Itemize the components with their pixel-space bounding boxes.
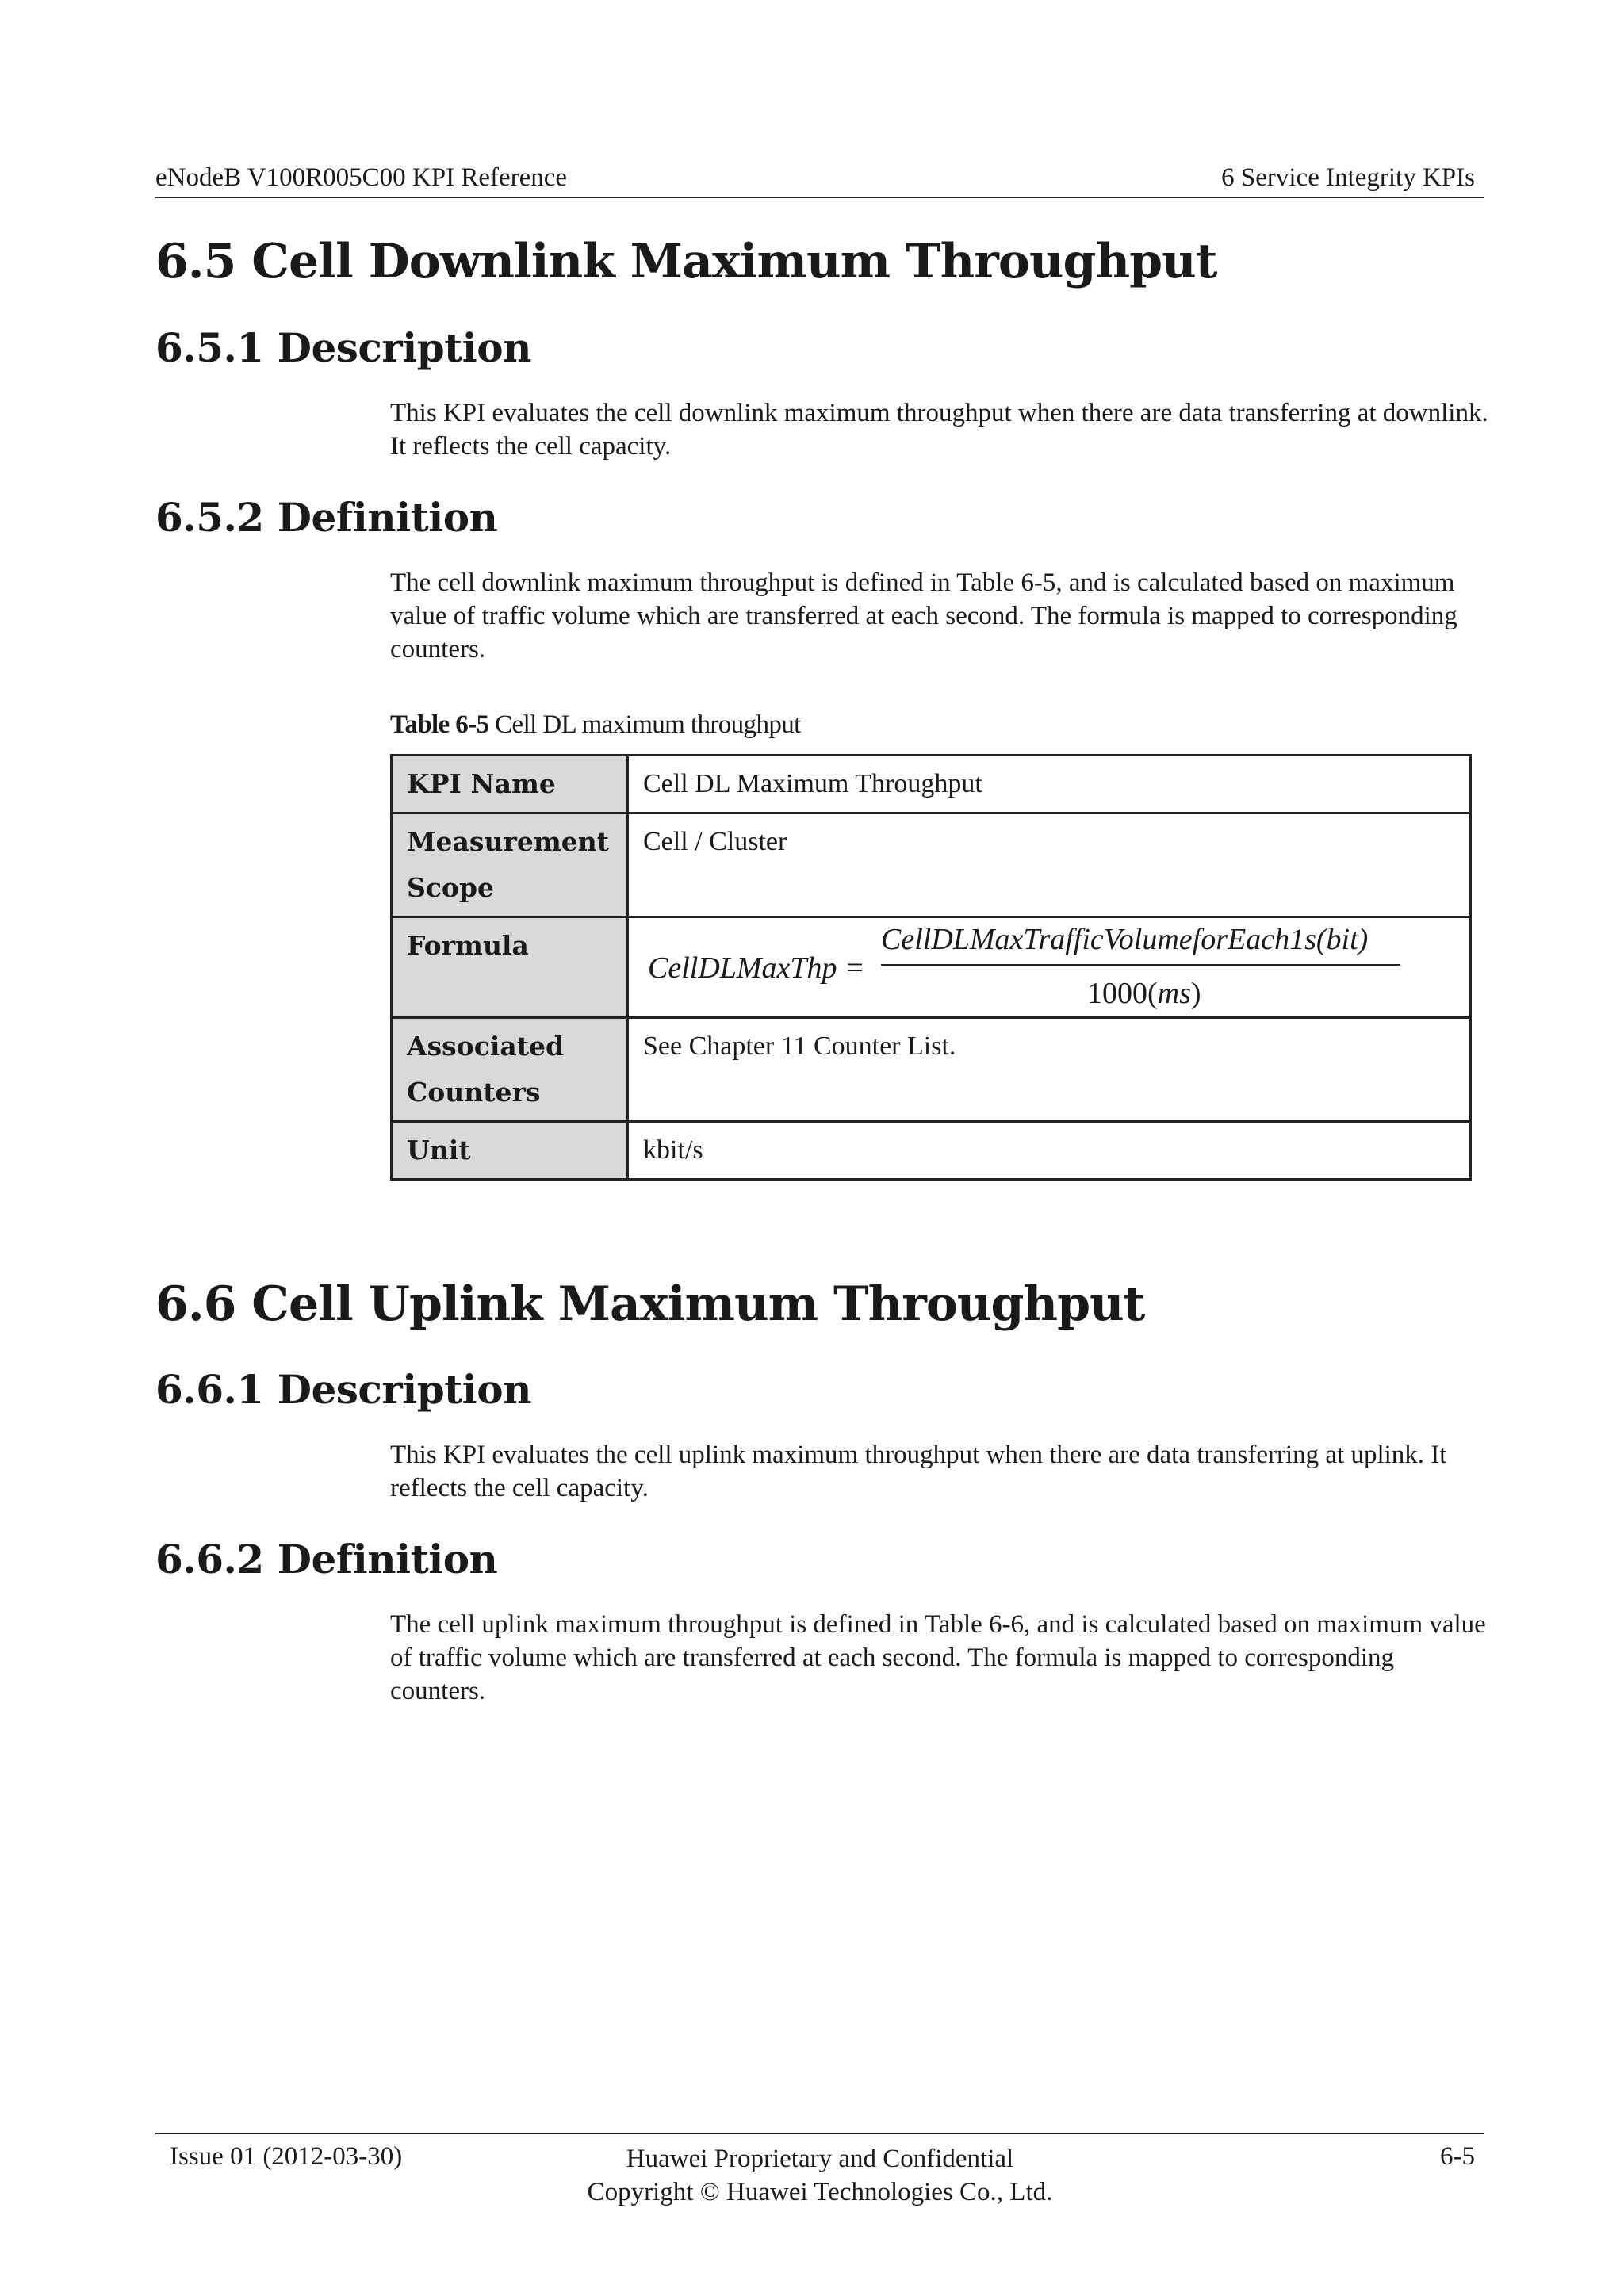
section-6-5-1-heading: 6.5.1 Description xyxy=(155,324,531,371)
formula-label: Formula xyxy=(392,917,628,1018)
table-row-kpi-name xyxy=(392,756,1471,813)
formula-numerator: CellDLMaxTrafficVolumeforEach1s(bit) xyxy=(881,923,1369,956)
measurement-scope-label-line2: Scope xyxy=(407,872,495,903)
table-caption-text: Cell DL maximum throughput xyxy=(488,710,801,739)
kpi-name-label: KPI Name xyxy=(392,756,628,813)
formula xyxy=(643,918,1455,1016)
formula-denominator-unit: ms xyxy=(1157,977,1191,1010)
section-6-6-2-heading: 6.6.2 Definition xyxy=(155,1536,498,1582)
table-6-5-caption xyxy=(390,710,801,740)
section-6-5-2-text: The cell downlink maximum throughput is defined in Table 6-5, and is calculated based on maximum value of traffic volume which are transferred at each second. The formula is mapped to corresponding counters. xyxy=(390,568,1457,664)
section-6-6-title: 6.6 Cell Uplink Maximum Throughput xyxy=(155,1276,1145,1332)
table-row-formula xyxy=(392,917,1471,1018)
table-caption-label: Table 6-5 xyxy=(390,710,489,739)
formula-cell xyxy=(628,917,1471,1018)
section-6-6-1-text: This KPI evaluates the cell uplink maximum throughput when there are data transferring at uplink. It reflects the cell capacity. xyxy=(390,1441,1447,1502)
kpi-table xyxy=(390,754,1472,1181)
formula-denominator-number: 1000( xyxy=(1087,977,1158,1010)
measurement-scope-label xyxy=(392,813,628,917)
section-6-6-2-text: The cell uplink maximum throughput is defined in Table 6-6, and is calculated based on maximum value of traffic volume which are transferred at each second. The formula is mapped to corresponding counters. xyxy=(390,1610,1486,1705)
header-document-title: eNodeB V100R005C00 KPI Reference xyxy=(155,163,568,192)
footer-confidential: Huawei Proprietary and Confidential xyxy=(626,2145,1014,2173)
kpi-name-value: Cell DL Maximum Throughput xyxy=(628,756,1471,813)
formula-denominator-close: ) xyxy=(1190,977,1201,1010)
formula-lhs: CellDLMaxThp = xyxy=(648,951,865,985)
associated-counters-value: See Chapter 11 Counter List. xyxy=(628,1018,1471,1122)
associated-counters-label xyxy=(392,1018,628,1122)
table-row-associated-counters xyxy=(392,1018,1471,1122)
footer-notice xyxy=(155,2142,1484,2209)
section-6-6-1-heading: 6.6.1 Description xyxy=(155,1366,531,1413)
section-6-5-2-heading: 6.5.2 Definition xyxy=(155,494,498,541)
measurement-scope-value: Cell / Cluster xyxy=(628,813,1471,917)
section-6-5-1-text: This KPI evaluates the cell downlink maximum throughput when there are data transferring at downlink. It reflects the cell capacity. xyxy=(390,399,1488,461)
footer-page-number: 6-5 xyxy=(1440,2142,1475,2171)
fraction-bar xyxy=(881,964,1400,966)
header-chapter-title: 6 Service Integrity KPIs xyxy=(1221,163,1475,192)
page-header xyxy=(155,163,1484,198)
footer-copyright: Copyright © Huawei Technologies Co., Ltd. xyxy=(587,2178,1053,2206)
formula-denominator xyxy=(1087,970,1201,1016)
associated-counters-label-line2: Counters xyxy=(407,1077,541,1108)
table-row-measurement-scope xyxy=(392,813,1471,917)
section-6-5-title: 6.5 Cell Downlink Maximum Throughput xyxy=(155,234,1217,289)
table-row-unit xyxy=(392,1122,1471,1180)
measurement-scope-label-line1: Measurement xyxy=(407,826,610,857)
unit-value: kbit/s xyxy=(628,1122,1471,1180)
unit-label: Unit xyxy=(392,1122,628,1180)
footer-issue: Issue 01 (2012-03-30) xyxy=(170,2142,403,2171)
page-footer xyxy=(155,2133,1484,2206)
associated-counters-label-line1: Associated xyxy=(407,1031,565,1062)
